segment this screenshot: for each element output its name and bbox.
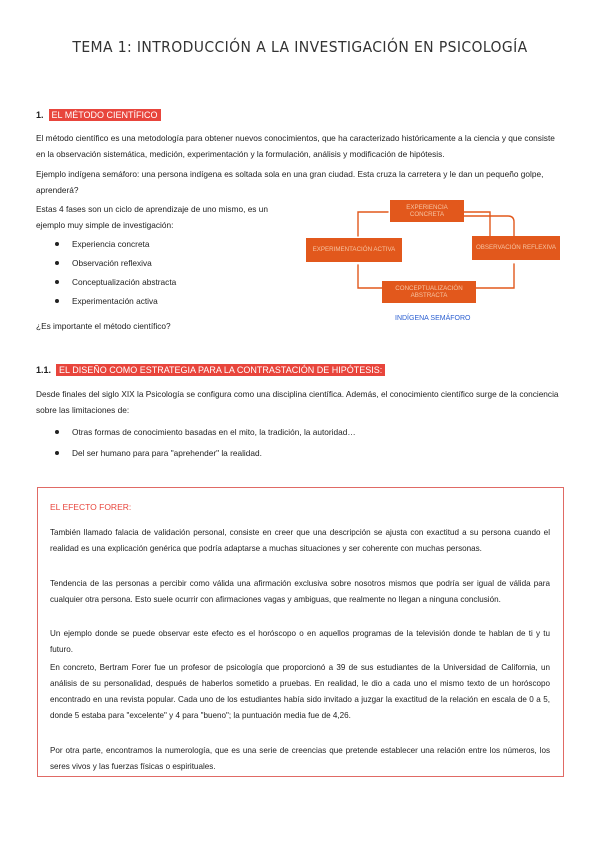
section-1-1-number: 1.1. bbox=[36, 365, 52, 375]
diagram-box-right: OBSERVACIÓN REFLEXIVA bbox=[472, 236, 560, 260]
connector-left-top bbox=[358, 212, 388, 236]
section-1-1-heading bbox=[36, 365, 385, 375]
phases-list bbox=[36, 238, 296, 314]
section-1-heading bbox=[36, 110, 161, 120]
forer-paragraph-5: Por otra parte, encontramos la numerología, que es una serie de creencias que pretende establecer una relación entre los números, los seres vivos y las fuerzas físicas o espirituales. bbox=[50, 746, 550, 771]
list-item: Experiencia concreta bbox=[36, 238, 296, 257]
list-item: Conceptualización abstracta bbox=[36, 276, 296, 295]
forer-effect-box bbox=[37, 487, 564, 777]
learning-cycle-diagram bbox=[300, 198, 575, 328]
limitations-list bbox=[36, 426, 564, 468]
diagram-box-top: EXPERIENCIA CONCRETA bbox=[390, 200, 464, 222]
forer-paragraph-1: También llamado falacia de validación personal, consiste en creer que una descripción se ajusta con exactitud a su persona cuando el realidad es una explicación genérica que podría adaptarse a muchas situaciones y ser coherente con muchas personas. bbox=[50, 528, 550, 553]
list-item: Observación reflexiva bbox=[36, 257, 296, 276]
page-title: TEMA 1: INTRODUCCIÓN A LA INVESTIGACIÓN EN PSICOLOGÍA bbox=[72, 38, 528, 56]
section-1-paragraph-2: Ejemplo indígena semáforo: una persona indígena es soltada sola en una gran ciudad. Esta cruza la carretera y le dan un pequeño golpe, aprenderá? bbox=[36, 169, 544, 195]
connector-bottom-left bbox=[358, 265, 382, 288]
connector-top-right-inner bbox=[458, 216, 514, 236]
list-item: Experimentación activa bbox=[36, 295, 296, 314]
forer-title: EL EFECTO FORER: bbox=[50, 502, 132, 512]
section-1-1-title: EL DISEÑO COMO ESTRATEGIA PARA LA CONTRASTACIÓN DE HIPÓTESIS: bbox=[56, 364, 385, 376]
section-1-paragraph-3: Estas 4 fases son un ciclo de aprendizaje de uno mismo, es un ejemplo muy simple de investigación: bbox=[36, 204, 268, 230]
section-1-question: ¿Es importante el método científico? bbox=[36, 321, 171, 331]
section-1-title: EL MÉTODO CIENTÍFICO bbox=[49, 109, 161, 121]
diagram-box-bottom: CONCEPTUALIZACIÓN ABSTRACTA bbox=[382, 281, 476, 303]
section-1-1-paragraph: Desde finales del siglo XIX la Psicología se configura como una disciplina científica. Además, el conocimiento científico surge de la conciencia sobre las limitaciones de: bbox=[36, 389, 559, 415]
forer-paragraph-2: Tendencia de las personas a percibir como válida una afirmación exclusiva sobre nosotros mismos que podría ser igual de válida para cualquier otra persona. Esto suele ocurrir con afirmaciones vagas y ambiguas, que realmente no llegan a ninguna conclusión. bbox=[50, 579, 550, 604]
list-item: Otras formas de conocimiento basadas en el mito, la tradición, la autoridad… bbox=[36, 426, 564, 447]
diagram-caption: INDÍGENA SEMÁFORO bbox=[395, 315, 471, 322]
forer-paragraph-4: En concreto, Bertram Forer fue un profesor de psicología que proporcionó a 39 de sus estudiantes de la Universidad de California, un análisis de su personalidad, después de haberlos sometido a pruebas. En realidad, le dio a cada uno el mismo texto de un horóscopo encontrado en una revista popular. Cada uno de los estudiantes había sido invitado a juzgar la exactitud de la relación en escala de 0 a 5, donde 5 estaba para "excelente" y 4 para "bueno"; la puntuación media fue de 4,26. bbox=[50, 663, 550, 720]
section-1-number: 1. bbox=[36, 110, 44, 120]
section-1-paragraph-1: El método científico es una metodología para obtener nuevos conocimientos, que ha caracterizado históricamente a la ciencia y que consiste en la observación sistemática, medición, experimentación y la formulación, análisis y modificación de hipótesis. bbox=[36, 133, 555, 159]
list-item: Del ser humano para para "aprehender" la realidad. bbox=[36, 447, 564, 468]
diagram-box-left: EXPERIMENTACIÓN ACTIVA bbox=[306, 238, 402, 262]
forer-paragraph-3: Un ejemplo donde se puede observar este efecto es el horóscopo o en aquellos programas de la televisión donde te hablan de ti y tu futuro. bbox=[50, 629, 550, 654]
